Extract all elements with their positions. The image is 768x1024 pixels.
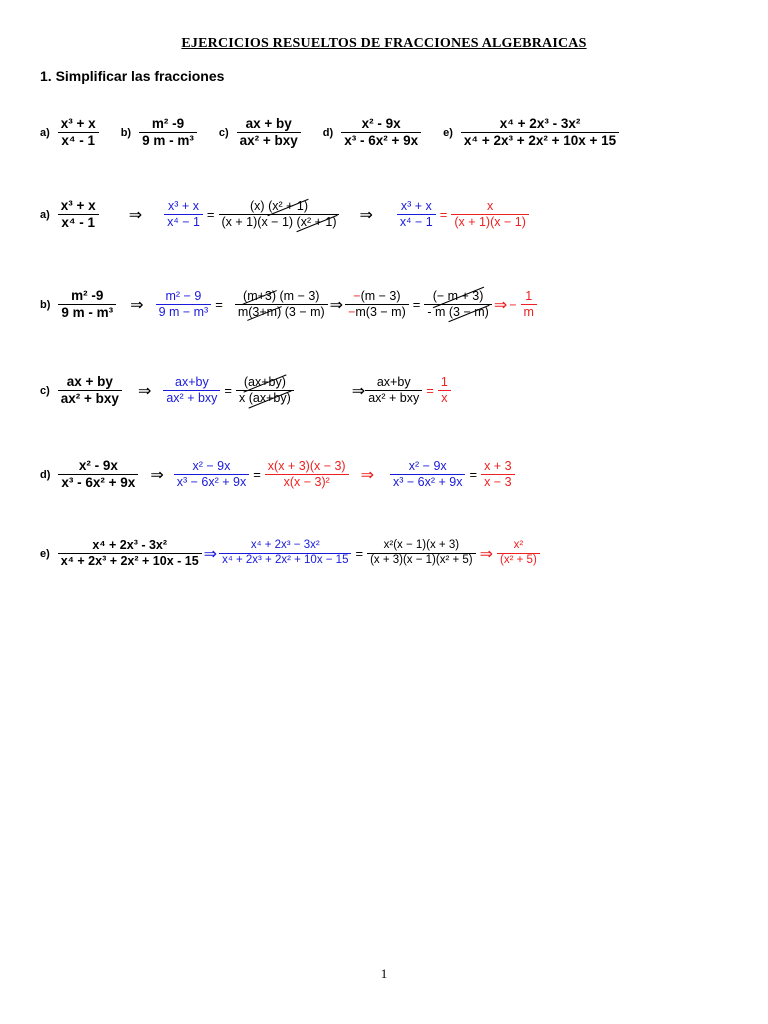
- blue-fraction: $\frac{\text{x⁴ + 2x³ − 3x²}}{\text{x⁴ + 2x³ + 2x² + 10x − 15}}$: [219, 539, 351, 568]
- solution-c: c) $\frac{ax + by}{\text{ax² + bxy}}$ ⇒ $\frac{ax+by}{\text{ax² + bxy}}$ = $\frac{(ax+by)}{x (ax+by)}$ ⇒ $\frac{ax+by}{\text{ax² + bxy}}$ = $\frac{1}{x}$: [40, 374, 451, 407]
- label-d: d): [322, 126, 334, 139]
- overview-fraction-a: $\frac{\text{x³ + x}}{\text{x⁴ - 1}}$: [58, 116, 99, 149]
- result-fraction: $\frac{\text{x²}}{\text{(x² + 5)}}$: [497, 539, 540, 568]
- solution-b: b) $\frac{\text{m² -9}}{\text{9 m - m³}}$ ⇒ $\frac{\text{m² − 9}}{\text{9 m − m³}}$ = $\frac{(m+3) (m - 3)}{m(3+m) (3 - m)}$ ⇒ $\frac{-(m - 3)}{-m(3 - m)}$ = $\frac{(- m + 3)}{- m (3 - m)}$ ⇒ − $\frac{1}{m}$: [40, 288, 537, 321]
- given-fraction: $\frac{\text{m² -9}}{\text{9 m - m³}}$: [58, 288, 116, 321]
- solution-a: a) $\frac{\text{x³ + x}}{\text{x⁴ - 1}}$ ⇒ $\frac{\text{x³ + x}}{\text{x⁴ − 1}}$ = $\frac{\text{(x) (x² + 1)}}{\text{(x + 1)(x − 1) (x² + 1)}}$ ⇒ $\frac{\text{x³ + x}}{\text{x⁴ − 1}}$ = $\frac{x}{(x + 1)(x - 1)}$: [40, 198, 529, 231]
- overview-fraction-c: $\frac{ax + by}{\text{ax² + bxy}}$: [237, 116, 301, 149]
- implies-arrow: ⇒: [128, 206, 143, 224]
- cancelled-fraction: $\frac{(- m + 3)}{- m (3 - m)}$: [424, 289, 491, 320]
- cancelled-term: (3+m): [248, 305, 282, 320]
- solution-e: e) $\frac{\text{x⁴ + 2x³ - 3x²}}{\text{x⁴ + 2x³ + 2x² + 10x - 15}}$ ⇒ $\frac{\text{x⁴ + 2x³ − 3x²}}{\text{x⁴ + 2x³ + 2x² + 10x − 15}}$ = $\frac{\text{x²(x − 1)(x + 3)}}{\text{(x + 3)(x − 1)(x² + 5)}}$ ⇒ $\frac{\text{x²}}{\text{(x² + 5)}}$: [40, 538, 540, 569]
- given-fraction: $\frac{\text{x⁴ + 2x³ - 3x²}}{\text{x⁴ + 2x³ + 2x² + 10x - 15}}$: [58, 538, 202, 569]
- factored-fraction: $\frac{\text{(x) (x² + 1)}}{\text{(x + 1)(x − 1) (x² + 1)}}$: [219, 199, 340, 230]
- result-fraction: $\frac{1}{x}$: [438, 375, 451, 406]
- restated-fraction: $\frac{ax+by}{\text{ax² + bxy}}$: [365, 375, 422, 406]
- cancelled-term: (x² + 1): [268, 199, 308, 214]
- cancelled-term: (3 − m): [448, 305, 489, 320]
- factored-fraction: $\frac{x(x + 3)(x - 3)}{\text{x(x − 3)²}}$: [265, 459, 349, 490]
- solution-d: d) $\frac{\text{x² - 9x}}{\text{x³ - 6x² + 9x}}$ ⇒ $\frac{\text{x² − 9x}}{\text{x³ − 6x² + 9x}}$ = $\frac{x(x + 3)(x - 3)}{\text{x(x − 3)²}}$ ⇒ $\frac{\text{x² − 9x}}{\text{x³ − 6x² + 9x}}$ = $\frac{x + 3}{x - 3}$: [40, 458, 515, 491]
- label-e: e): [443, 126, 453, 139]
- blue-fraction: $\frac{\text{x² − 9x}}{\text{x³ − 6x² + 9x}}$: [174, 459, 249, 490]
- result-sign: −: [509, 297, 517, 312]
- blue-fraction: $\frac{\text{x² − 9x}}{\text{x³ − 6x² + 9x}}$: [390, 459, 465, 490]
- page-number: 1: [380, 966, 388, 981]
- blue-fraction: $\frac{ax+by}{\text{ax² + bxy}}$: [163, 375, 220, 406]
- overview-fraction-b: $\frac{\text{m² -9}}{\text{9 m - m³}}$: [139, 116, 197, 149]
- cancelled-term: (ax+by): [248, 391, 291, 406]
- cancelled-term: (ax+by): [243, 375, 286, 390]
- sign-fraction: $\frac{-(m - 3)}{-m(3 - m)}$: [345, 289, 409, 320]
- overview-fraction-e: $\frac{\text{x⁴ + 2x³ - 3x²}}{\text{x⁴ + 2x³ + 2x² + 10x + 15}}$: [461, 116, 619, 149]
- overview-row: [40, 116, 619, 149]
- factored-fraction: $\frac{(ax+by)}{x (ax+by)}$: [236, 375, 294, 406]
- factored-fraction: $\frac{\text{x²(x − 1)(x + 3)}}{\text{(x + 3)(x − 1)(x² + 5)}}$: [367, 539, 476, 568]
- result-fraction: $\frac{x}{(x + 1)(x - 1)}$: [451, 199, 529, 230]
- result-fraction: $\frac{1}{m}$: [521, 289, 537, 320]
- cancelled-term: (m+3): [243, 289, 277, 304]
- factored-fraction: $\frac{(m+3) (m - 3)}{m(3+m) (3 - m)}$: [235, 289, 328, 320]
- cancelled-term: (− m + 3): [432, 289, 484, 304]
- label-c: c): [218, 126, 229, 139]
- result-fraction: $\frac{x + 3}{x - 3}$: [481, 459, 514, 490]
- blue-fraction: $\frac{\text{x³ + x}}{\text{x⁴ − 1}}$: [397, 199, 436, 230]
- overview-fraction-d: $\frac{\text{x² - 9x}}{\text{x³ - 6x² + 9x}}$: [341, 116, 421, 149]
- given-fraction: $\frac{\text{x³ + x}}{\text{x⁴ - 1}}$: [58, 198, 99, 231]
- label-b: b): [120, 126, 132, 139]
- given-fraction: $\frac{\text{x² - 9x}}{\text{x³ - 6x² + 9x}}$: [58, 458, 138, 491]
- given-fraction: $\frac{ax + by}{\text{ax² + bxy}}$: [58, 374, 122, 407]
- section-heading: 1. Simplificar las fracciones: [40, 68, 225, 84]
- cancelled-term: (x² + 1): [296, 215, 337, 230]
- blue-fraction: $\frac{\text{m² − 9}}{\text{9 m − m³}}$: [156, 289, 212, 320]
- blue-fraction: $\frac{\text{x³ + x}}{\text{x⁴ − 1}}$: [164, 199, 203, 230]
- page-title: EJERCICIOS RESUELTOS DE FRACCIONES ALGEBRAICAS: [181, 36, 587, 51]
- label-a: a): [40, 126, 50, 139]
